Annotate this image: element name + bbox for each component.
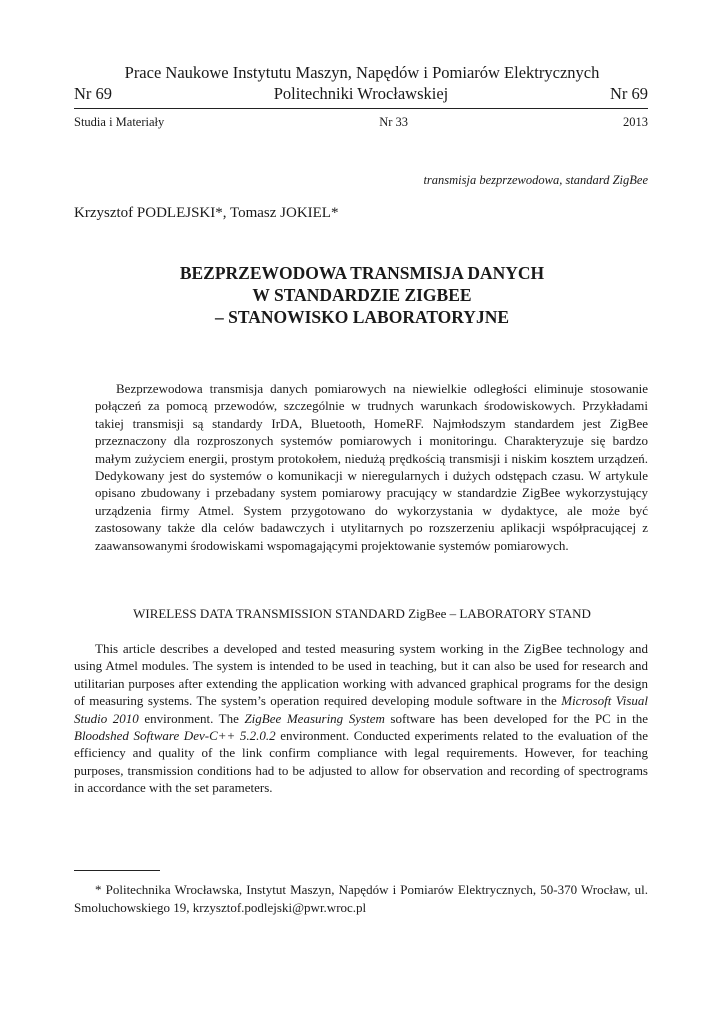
keywords: transmisja bezprzewodowa, standard ZigBee	[423, 173, 648, 187]
paper-title	[0, 262, 724, 328]
series-name: Studia i Materiały	[74, 115, 165, 129]
series-number: Nr 33	[379, 115, 409, 129]
abstract-polish: Bezprzewodowa transmisja danych pomiarowych na niewielkie odległości eliminuje stosowanie połączeń za pomocą przewodów, szczególnie w trudnych warunkach środowiskowych. Przykładami takiej transmisji są standardy IrDA, Bluetooth, HomeRF. Najmłodszym standardem jest ZigBee przeznaczony dla rozproszonych systemów pomiarowych i monitoringu. Charakteryzuje się bardzo małym zużyciem energii, prostym protokołem, niedużą prędkością transmisji i niskim kosztem urządzeń. Dedykowany jest do systemów o komunikacji w nieregularnych i dużych odstępach czasu. W artykule opisano zbudowany i przebadany system pomiarowy pracujący w standardzie ZigBee wykorzystujący urządzenia firmy Atmel. System przygotowano do wykorzystania w dydaktyce, ale może być zastosowany także dla celów badawczych i utylitarnych po rozszerzeniu aplikacji współpracującej z zaawansowanymi środowiskami wspomagającymi projektowanie systemów pomiarowych.	[95, 381, 648, 553]
header-divider	[74, 108, 648, 109]
journal-title-line2: Politechniki Wrocławskiej	[273, 84, 449, 103]
series-row	[74, 115, 648, 130]
authors: Krzysztof PODLEJSKI*, Tomasz JOKIEL*	[74, 205, 339, 221]
publication-year: 2013	[623, 115, 648, 129]
abstract-en-italic-1: Microsoft Visual Studio 2010	[74, 693, 648, 726]
footnote: * Politechnika Wrocławska, Instytut Maszyn, Napędów i Pomiarów Elektrycznych, 50-370 Wrocław, ul. Smoluchowskiego 19, krzysztof.podlejski@pwr.wroc.pl	[74, 882, 648, 915]
journal-title-row	[74, 84, 648, 104]
title-line-1: BEZPRZEWODOWA TRANSMISJA DANYCH	[179, 263, 545, 283]
abstract-en-italic-3: Bloodshed Software Dev-C++ 5.2.0.2	[74, 728, 276, 744]
footnote-divider	[74, 870, 160, 871]
abstract-en-part-3: software has been developed for the PC in the	[384, 710, 648, 726]
issue-number-left: Nr 69	[74, 84, 113, 103]
abstract-en-part-1: This article describes a developed and tested measuring system working in the ZigBee technology and using Atmel modules. The system is intended to be used in teaching, but it can also be used for research and utilitarian purposes after extending the application working with advanced graphical programs for the design of measuring systems. The system’s operation required developing module software in the	[74, 641, 648, 709]
abstract-en-part-4: environment. Conducted experiments related to the evaluation of the efficiency and quality of the link confirm compliance with legal requirements. However, for teaching purposes, transmission conditions had to be adjusted to allow for observation and recording of spectrograms in accordance with the set parameters.	[74, 728, 648, 796]
journal-title-line1: Prace Naukowe Instytutu Maszyn, Napędów i Pomiarów Elektrycznych	[124, 63, 600, 82]
abstract-en-part-2: environment. The	[138, 710, 245, 726]
abstract-en-italic-2: ZigBee Measuring System	[244, 710, 385, 726]
title-line-2: W STANDARDZIE ZIGBEE	[252, 285, 472, 305]
english-title: WIRELESS DATA TRANSMISSION STANDARD ZigBee – LABORATORY STAND	[133, 606, 591, 621]
abstract-english	[74, 640, 648, 797]
title-line-3: – STANOWISKO LABORATORYJNE	[214, 307, 510, 327]
issue-number-right: Nr 69	[609, 84, 648, 103]
